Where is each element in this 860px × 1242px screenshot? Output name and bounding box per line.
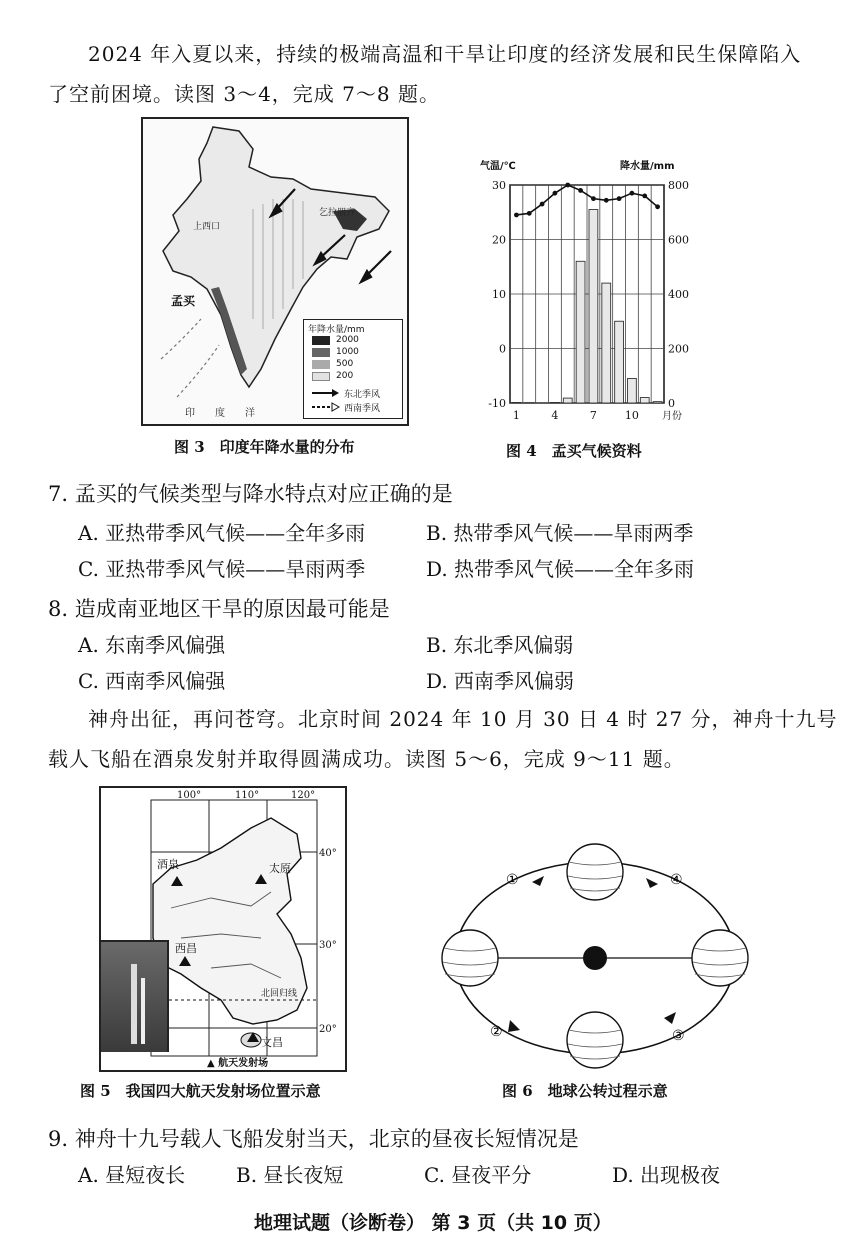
label-indian-ocean: 印 度 洋 bbox=[185, 408, 255, 419]
lat-label-30: 30° bbox=[319, 940, 337, 951]
question-8-title: 8. 造成南亚地区干旱的原因最可能是 bbox=[48, 597, 390, 621]
sun-icon bbox=[583, 946, 607, 970]
earth-bottom-icon bbox=[567, 1012, 623, 1068]
intro-paragraph-1-line-2: 了空前困境。读图 3～4，完成 7～8 题。 bbox=[48, 82, 440, 106]
lon-label-110: 110° bbox=[235, 790, 260, 801]
label-shangxikou: 上西口 bbox=[193, 222, 221, 232]
intro-1-line-1: 2024 年入夏以来，持续的极端高温和干旱让印度的经济发展和民生保障陷入 bbox=[88, 42, 802, 66]
ne-monsoon-legend-arrow bbox=[310, 388, 340, 398]
temperature-point bbox=[604, 198, 609, 203]
label-cherrapunji: 乞拉朋齐 bbox=[319, 208, 356, 218]
q8-option-a[interactable]: A. 东南季风偏强 bbox=[78, 633, 226, 657]
right-tick-label: 0 bbox=[668, 397, 675, 410]
figure-3-caption: 图 3 印度年降水量的分布 bbox=[174, 438, 355, 456]
left-tick-label: 10 bbox=[492, 288, 506, 301]
q7-option-a[interactable]: A. 亚热带季风气候——全年多雨 bbox=[78, 521, 366, 545]
legend-level-2000 bbox=[312, 336, 330, 345]
left-axis-title: 气温/℃ bbox=[480, 161, 516, 172]
temperature-point bbox=[642, 194, 647, 199]
label-taiyuan: 太原 bbox=[269, 862, 291, 875]
marker-1: ① bbox=[506, 872, 519, 888]
q8-option-c[interactable]: C. 西南季风偏强 bbox=[78, 669, 226, 693]
orbit-svg bbox=[432, 840, 762, 1070]
earth-right-icon bbox=[692, 930, 748, 986]
left-tick-label: 30 bbox=[492, 179, 506, 192]
q9-option-b[interactable]: B. 昼长夜短 bbox=[236, 1163, 344, 1187]
sw-monsoon-legend-arrow bbox=[310, 402, 340, 412]
intro-paragraph-2: 神舟出征，再问苍穹。北京时间 2024 年 10 月 30 日 4 时 27 分，神舟十九号 bbox=[88, 707, 838, 731]
left-tick-label: 0 bbox=[499, 342, 506, 356]
precipitation-bar bbox=[615, 321, 624, 403]
question-7-title: 7. 孟买的气候类型与降水特点对应正确的是 bbox=[48, 482, 453, 506]
figure-6-caption: 图 6 地球公转过程示意 bbox=[502, 1082, 668, 1100]
left-tick-label: -10 bbox=[488, 397, 506, 410]
temperature-point bbox=[578, 188, 583, 193]
legend-title: 年降水量/mm bbox=[308, 325, 365, 335]
precipitation-bar bbox=[602, 283, 611, 403]
precipitation-bar bbox=[576, 261, 585, 403]
lat-label-20: 20° bbox=[319, 1024, 337, 1035]
precipitation-bar bbox=[640, 398, 649, 403]
q7-option-d[interactable]: D. 热带季风气候——全年多雨 bbox=[426, 557, 695, 581]
x-tick-label: 7 bbox=[589, 409, 597, 422]
q7-option-c[interactable]: C. 亚热带季风气候——旱雨两季 bbox=[78, 557, 366, 581]
label-tropic: 北回归线 bbox=[261, 989, 298, 999]
label-jiuquan: 酒泉 bbox=[157, 858, 179, 871]
temperature-point bbox=[617, 196, 622, 201]
earth-top-icon bbox=[567, 844, 623, 900]
right-axis-title: 降水量/mm bbox=[620, 161, 675, 172]
climate-chart-svg bbox=[478, 155, 698, 425]
x-tick-label: 4 bbox=[551, 409, 559, 422]
label-xichang: 西昌 bbox=[175, 942, 197, 955]
q9-option-a[interactable]: A. 昼短夜长 bbox=[78, 1163, 186, 1187]
q9-option-d[interactable]: D. 出现极夜 bbox=[612, 1163, 721, 1187]
temperature-point bbox=[540, 202, 545, 207]
q7-option-b[interactable]: B. 热带季风气候——旱雨两季 bbox=[426, 521, 694, 545]
lon-label-120: 120° bbox=[291, 790, 316, 801]
marker-4: ④ bbox=[670, 872, 683, 888]
legend-level-1000 bbox=[312, 348, 330, 357]
figure-5-caption: 图 5 我国四大航天发射场位置示意 bbox=[80, 1082, 321, 1100]
right-tick-label: 800 bbox=[668, 179, 689, 192]
temperature-point bbox=[655, 204, 660, 209]
question-9-title: 9. 神舟十九号载人飞船发射当天，北京的昼夜长短情况是 bbox=[48, 1127, 579, 1151]
launch-tower bbox=[131, 964, 137, 1044]
temperature-point bbox=[514, 213, 519, 218]
x-tick-label: 10 bbox=[624, 409, 639, 422]
precipitation-bar bbox=[512, 402, 521, 403]
q9-option-c[interactable]: C. 昼夜平分 bbox=[424, 1163, 532, 1187]
right-tick-label: 200 bbox=[668, 342, 689, 356]
precipitation-bar bbox=[653, 402, 662, 403]
x-tick-label: 1 bbox=[512, 409, 520, 422]
precipitation-bar bbox=[628, 378, 637, 403]
figure-6-earth-orbit bbox=[432, 840, 762, 1070]
q8-option-d[interactable]: D. 西南季风偏弱 bbox=[426, 669, 575, 693]
legend-level-500 bbox=[312, 360, 330, 369]
temperature-point bbox=[565, 183, 570, 188]
figure-5-launch-sites-map bbox=[99, 786, 347, 1072]
rocket-body bbox=[141, 978, 145, 1044]
temperature-point bbox=[553, 191, 558, 196]
precipitation-bar bbox=[563, 398, 572, 403]
rocket-photo-inset bbox=[101, 940, 169, 1052]
precipitation-bar bbox=[589, 210, 598, 403]
figure-3-legend: 年降水量/mm 2000 1000 500 200 东北季风 西南季风 bbox=[303, 319, 403, 419]
launch-site-legend: ▲ 航天发射场 bbox=[207, 1058, 269, 1069]
x-axis-month-label: 月份 bbox=[662, 411, 682, 422]
figure-3-india-map bbox=[141, 117, 409, 426]
intro-paragraph-2-line-2: 载人飞船在酒泉发射并取得圆满成功。读图 5～6，完成 9～11 题。 bbox=[48, 747, 685, 771]
figure-4-climate-chart bbox=[478, 155, 698, 425]
temperature-point bbox=[527, 211, 532, 216]
earth-left-icon bbox=[442, 930, 498, 986]
label-mumbai: 孟买 bbox=[171, 294, 196, 308]
page-footer: 地理试题（诊断卷） 第 3 页（共 10 页） bbox=[254, 1212, 612, 1234]
intro-paragraph-1 bbox=[88, 38, 801, 70]
marker-3: ③ bbox=[672, 1028, 685, 1044]
lat-label-40: 40° bbox=[319, 848, 337, 859]
right-tick-label: 400 bbox=[668, 288, 689, 301]
precipitation-bar bbox=[551, 402, 560, 403]
legend-level-200 bbox=[312, 372, 330, 381]
lon-label-100: 100° bbox=[177, 790, 202, 801]
temperature-point bbox=[591, 196, 596, 201]
right-tick-label: 600 bbox=[668, 233, 689, 247]
figure-4-caption: 图 4 孟买气候资料 bbox=[506, 442, 642, 460]
temperature-point bbox=[630, 191, 635, 196]
q8-option-b[interactable]: B. 东北季风偏弱 bbox=[426, 633, 574, 657]
label-wenchang: 文昌 bbox=[261, 1036, 283, 1049]
marker-2: ② bbox=[490, 1024, 503, 1040]
left-tick-label: 20 bbox=[492, 233, 506, 247]
